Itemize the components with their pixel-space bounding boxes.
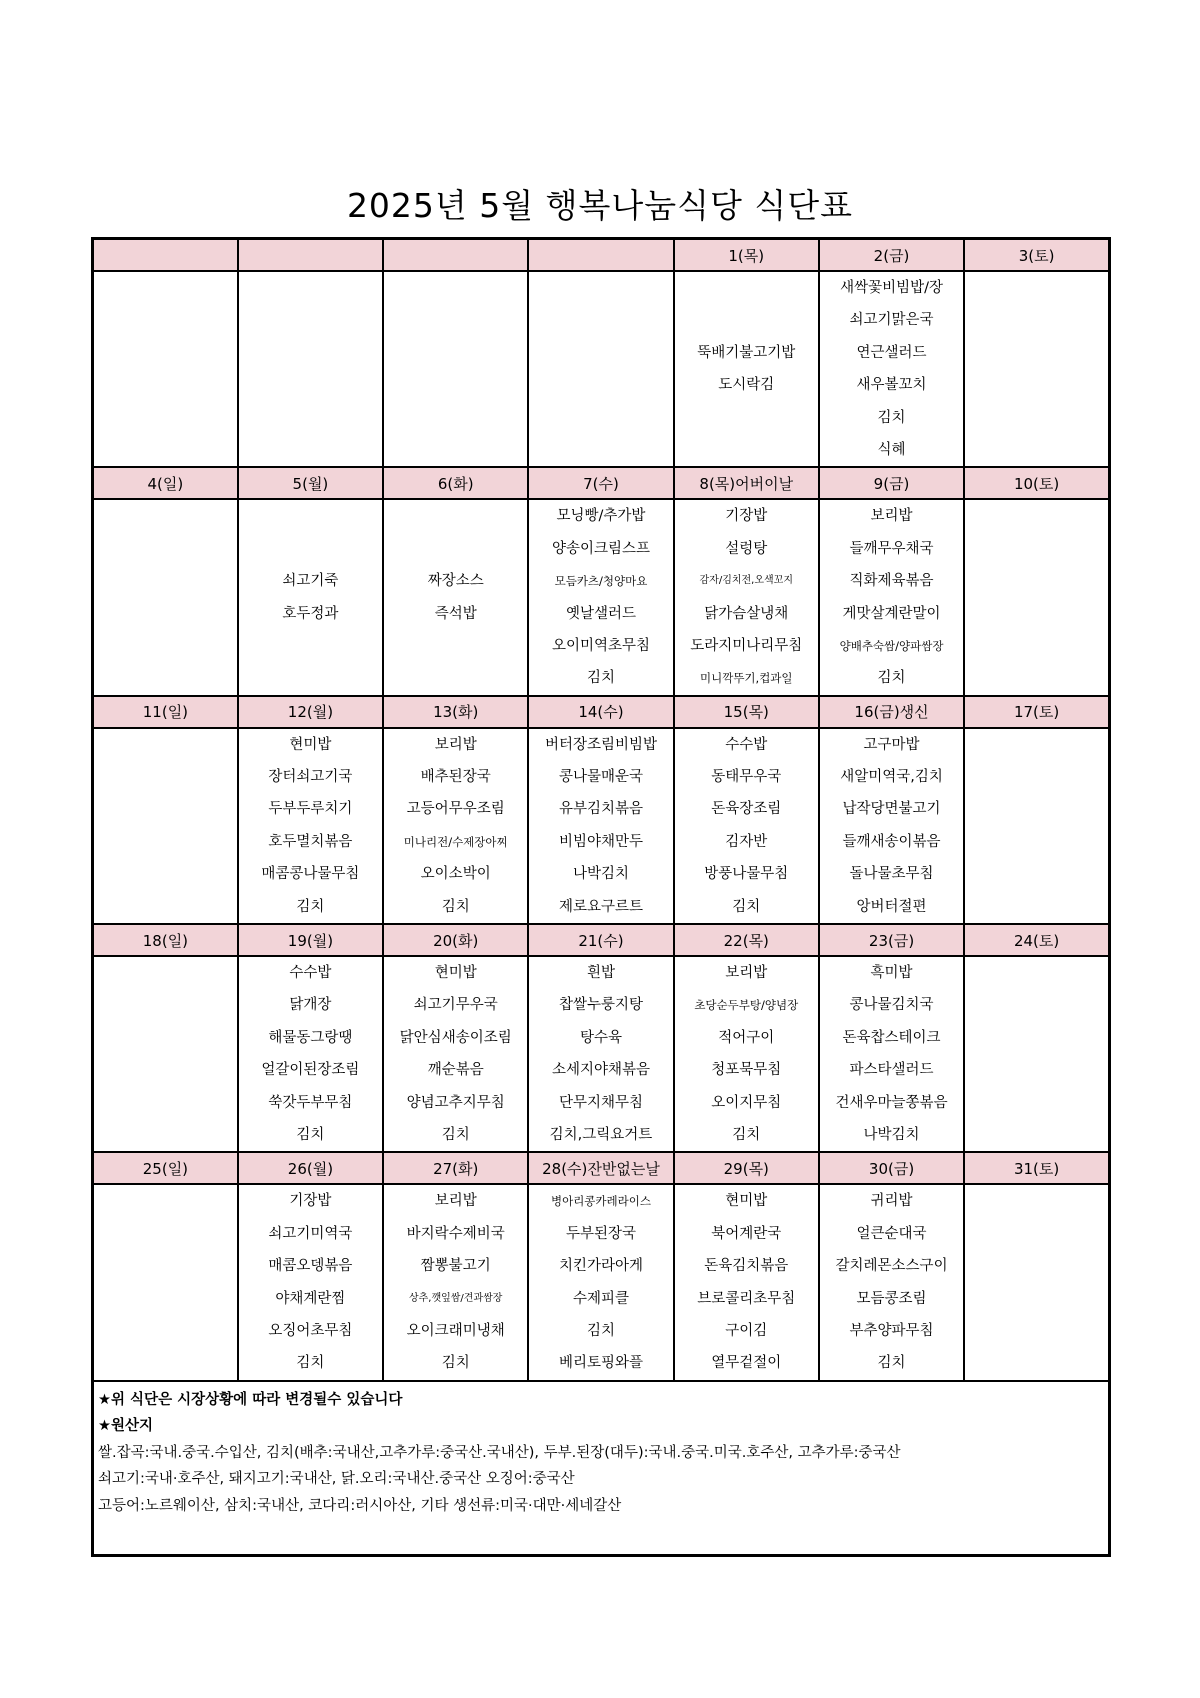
menu-item: 호두정과 [282, 605, 339, 622]
date-row [93, 924, 1110, 956]
menu-cell [238, 1184, 383, 1380]
menu-item: 탕수육 [579, 1029, 622, 1046]
menu-item: 흰밥 [586, 965, 615, 982]
menu-item: 갈치레몬소스구이 [835, 1258, 948, 1275]
menu-item: 보리밥 [434, 736, 477, 753]
menu-cell [674, 956, 819, 1152]
date-cell: 25(일) [93, 1152, 238, 1184]
menu-item: 오이크래미냉채 [406, 1322, 505, 1339]
menu-item: 구이김 [725, 1322, 768, 1339]
menu-item: 북어계란국 [711, 1225, 782, 1242]
menu-cell [93, 728, 238, 924]
date-cell: 12(월) [238, 696, 383, 728]
menu-item: 수수밥 [289, 965, 332, 982]
menu-item: 오이소박이 [420, 866, 491, 883]
menu-item: 제로요구르트 [558, 898, 643, 915]
menu-item: 현미밥 [725, 1193, 768, 1210]
menu-item: 오이지무침 [711, 1094, 782, 1111]
menu-item: 수제피클 [572, 1290, 629, 1307]
menu-cell [674, 728, 819, 924]
menu-item: 쇠고기미역국 [268, 1225, 353, 1242]
menu-item: 단무지채무침 [558, 1094, 643, 1111]
menu-cell [964, 1184, 1109, 1380]
menu-item: 적어구이 [718, 1029, 775, 1046]
menu-item: 김치 [441, 898, 470, 915]
menu-item: 열무겉절이 [711, 1355, 782, 1372]
menu-item: 병아리콩카레라이스 [550, 1194, 651, 1209]
menu-cell [383, 728, 528, 924]
date-cell [528, 239, 673, 272]
menu-cell [964, 728, 1109, 924]
menu-item: 즉석밥 [434, 605, 477, 622]
menu-cell [964, 956, 1109, 1152]
menu-cell [819, 271, 964, 467]
menu-item: 미나리전/수제장아찌 [403, 834, 508, 849]
menu-cell [383, 271, 528, 467]
menu-item: 고등어무우조림 [406, 801, 505, 818]
menu-item: 양송이크림스프 [551, 540, 651, 557]
date-cell: 27(화) [383, 1152, 528, 1184]
menu-cell [528, 728, 673, 924]
date-cell [238, 239, 383, 272]
page-title: 2025년 5월 행복나눔식당 식단표 [346, 186, 854, 225]
menu-cell [528, 271, 673, 467]
origin-title: ★원산지 [98, 1418, 154, 1435]
date-row [93, 467, 1110, 499]
menu-cell [674, 271, 819, 467]
menu-item: 얼큰순대국 [856, 1225, 927, 1242]
menu-cell [93, 1184, 238, 1380]
menu-cell [238, 956, 383, 1152]
menu-item: 뚝배기불고기밥 [697, 344, 796, 361]
menu-item: 연근샐러드 [856, 344, 927, 361]
menu-item: 직화제육볶음 [849, 573, 934, 590]
menu-item: 김치 [296, 898, 325, 915]
menu-item: 식혜 [877, 441, 906, 458]
menu-item: 앙버터절편 [856, 898, 927, 915]
date-cell: 9(금) [819, 467, 964, 499]
date-cell: 1(목) [674, 239, 819, 272]
menu-item: 베리토핑와플 [558, 1355, 643, 1372]
menu-item: 김치 [296, 1126, 325, 1143]
menu-item: 기장밥 [725, 508, 768, 525]
date-cell: 28(수)잔반없는날 [528, 1152, 673, 1184]
menu-item: 동태무우국 [711, 769, 782, 786]
menu-item: 두부된장국 [565, 1225, 636, 1242]
menu-item: 유부김치볶음 [558, 801, 643, 818]
menu-cell [819, 956, 964, 1152]
menu-item: 납작당면불고기 [842, 801, 941, 818]
menu-item: 깨순볶음 [427, 1062, 484, 1079]
menu-item: 양념고추지무침 [406, 1094, 505, 1111]
menu-item: 김자반 [725, 833, 768, 850]
menu-item: 찹쌀누룽지탕 [558, 997, 643, 1014]
menu-item: 건새우마늘쫑볶음 [835, 1094, 948, 1111]
menu-cell [674, 499, 819, 695]
origin-line: 쇠고기:국내·호주산, 돼지고기:국내산, 닭.오리:국내산.중국산 오징어:중국산 [98, 1471, 575, 1488]
menu-table [91, 237, 1111, 1557]
date-row [93, 1152, 1110, 1184]
menu-item: 수수밥 [725, 736, 768, 753]
menu-item: 김치,그릭요거트 [549, 1126, 653, 1143]
menu-item: 바지락수제비국 [406, 1225, 505, 1242]
menu-item: 기장밥 [289, 1193, 332, 1210]
menu-item: 쇠고기무우국 [413, 997, 498, 1014]
menu-item: 모듬콩조림 [856, 1290, 927, 1307]
menu-item: 파스타샐러드 [849, 1062, 934, 1079]
menu-item: 돈육장조림 [711, 801, 782, 818]
date-cell: 2(금) [819, 239, 964, 272]
menu-item: 김치 [441, 1126, 470, 1143]
menu-item: 초당순두부탕/양념장 [694, 998, 799, 1013]
menu-item: 모듬카츠/청양마요 [554, 574, 648, 589]
menu-cell [383, 1184, 528, 1380]
menu-cell [383, 956, 528, 1152]
menu-row [93, 728, 1110, 924]
menu-cell [238, 499, 383, 695]
menu-cell [93, 956, 238, 1152]
menu-item: 오징어초무침 [268, 1322, 353, 1339]
menu-item: 새우볼꼬치 [856, 377, 927, 394]
menu-item: 닭안심새송이조림 [399, 1029, 512, 1046]
menu-item: 모닝빵/추가밥 [556, 508, 646, 525]
date-cell: 30(금) [819, 1152, 964, 1184]
menu-item: 현미밥 [434, 965, 477, 982]
menu-item: 김치 [877, 670, 906, 687]
menu-item: 돌나물초무침 [849, 866, 934, 883]
menu-cell [93, 499, 238, 695]
date-cell: 16(금)생신 [819, 696, 964, 728]
date-cell: 15(목) [674, 696, 819, 728]
menu-cell [93, 271, 238, 467]
menu-item: 김치 [732, 898, 761, 915]
menu-item: 배추된장국 [420, 769, 491, 786]
menu-item: 나박김치 [572, 866, 629, 883]
menu-row [93, 956, 1110, 1152]
menu-item: 나박김치 [863, 1126, 920, 1143]
menu-item: 들깨새송이볶음 [842, 833, 941, 850]
menu-item: 청포묵무침 [711, 1062, 782, 1079]
menu-row [93, 1184, 1110, 1380]
menu-item: 쑥갓두부무침 [268, 1094, 353, 1111]
menu-item: 짬뽕불고기 [420, 1258, 491, 1275]
menu-item: 두부두루치기 [268, 801, 353, 818]
menu-row [93, 271, 1110, 467]
menu-cell [383, 499, 528, 695]
menu-item: 설렁탕 [725, 540, 768, 557]
menu-item: 보리밥 [434, 1193, 477, 1210]
menu-cell [528, 499, 673, 695]
menu-cell [528, 1184, 673, 1380]
menu-item: 김치 [296, 1355, 325, 1372]
menu-item: 김치 [877, 1355, 906, 1372]
date-cell: 22(목) [674, 924, 819, 956]
menu-item: 오이미역초무침 [551, 637, 651, 654]
menu-cell [964, 499, 1109, 695]
menu-item: 상추,깻잎쌈/견과쌈장 [408, 1292, 503, 1304]
menu-item: 귀리밥 [870, 1193, 913, 1210]
date-cell: 19(월) [238, 924, 383, 956]
menu-item: 양배추숙쌈/양파쌈장 [839, 638, 944, 653]
date-cell: 13(화) [383, 696, 528, 728]
menu-item: 게맛살계란말이 [842, 605, 941, 622]
date-cell: 18(일) [93, 924, 238, 956]
menu-item: 얼갈이된장조림 [261, 1062, 360, 1079]
menu-item: 방풍나물무침 [704, 866, 789, 883]
menu-item: 부추양파무침 [849, 1322, 934, 1339]
date-cell: 26(월) [238, 1152, 383, 1184]
date-cell: 10(토) [964, 467, 1109, 499]
menu-cell [528, 956, 673, 1152]
menu-cell [819, 1184, 964, 1380]
menu-item: 김치 [877, 409, 906, 426]
date-row [93, 239, 1110, 272]
date-cell: 20(화) [383, 924, 528, 956]
menu-item: 콩나물김치국 [849, 997, 934, 1014]
date-cell: 6(화) [383, 467, 528, 499]
date-cell: 8(목)어버이날 [674, 467, 819, 499]
date-cell: 14(수) [528, 696, 673, 728]
menu-cell [819, 499, 964, 695]
menu-item: 도라지미나리무침 [690, 637, 803, 654]
menu-item: 미니깍뚜기,컵과일 [700, 671, 793, 686]
menu-item: 호두멸치볶음 [268, 833, 353, 850]
menu-cell [674, 1184, 819, 1380]
menu-item: 매콤콩나물무침 [261, 866, 360, 883]
date-cell [383, 239, 528, 272]
menu-item: 김치 [732, 1126, 761, 1143]
menu-item: 브로콜리초무침 [697, 1290, 796, 1307]
menu-item: 버터장조림비빔밥 [544, 736, 658, 753]
date-cell: 3(토) [964, 239, 1109, 272]
menu-item: 닭가슴살냉채 [704, 605, 789, 622]
menu-item: 보리밥 [725, 965, 768, 982]
notes-cell [93, 1381, 1110, 1556]
menu-item: 닭개장 [289, 997, 332, 1014]
menu-item: 장터쇠고기국 [268, 769, 353, 786]
menu-change-notice: ★위 식단은 시장상황에 따라 변경될수 있습니다 [98, 1391, 403, 1408]
menu-item: 새알미역국,김치 [840, 769, 943, 786]
menu-item: 김치 [586, 670, 615, 687]
menu-item: 김치 [441, 1355, 470, 1372]
menu-item: 고구마밥 [863, 736, 920, 753]
date-cell: 31(토) [964, 1152, 1109, 1184]
date-cell: 17(토) [964, 696, 1109, 728]
menu-item: 흑미밥 [870, 965, 913, 982]
menu-item: 옛날샐러드 [565, 605, 636, 622]
menu-item: 새싹꽃비빔밥/장 [840, 280, 944, 296]
menu-item: 현미밥 [289, 736, 332, 753]
date-cell: 11(일) [93, 696, 238, 728]
menu-item: 비빔야채만두 [558, 833, 643, 850]
menu-cell [238, 728, 383, 924]
origin-line: 쌀.잡곡:국내.중국.수입산, 김치(배추:국내산,고추가루:중국산.국내산), 두부.된장(대두):국내.중국.미국.호주산, 고추가루:중국산 [98, 1444, 901, 1461]
menu-item: 쇠고기죽 [282, 573, 339, 590]
menu-item: 치킨가라아게 [558, 1258, 643, 1275]
menu-item: 들깨무우채국 [849, 540, 934, 557]
date-cell: 7(수) [528, 467, 673, 499]
date-cell: 5(월) [238, 467, 383, 499]
menu-cell [238, 271, 383, 467]
menu-item: 돈육김치볶음 [704, 1258, 789, 1275]
date-cell: 21(수) [528, 924, 673, 956]
menu-item: 짜장소스 [427, 573, 484, 590]
menu-item: 매콤오뎅볶음 [268, 1258, 353, 1275]
menu-item: 소세지야채볶음 [551, 1062, 651, 1079]
date-cell [93, 239, 238, 272]
menu-item: 해물동그랑땡 [268, 1029, 353, 1046]
date-cell: 23(금) [819, 924, 964, 956]
date-cell: 4(일) [93, 467, 238, 499]
menu-cell [964, 271, 1109, 467]
date-cell: 29(목) [674, 1152, 819, 1184]
origin-line: 고등어:노르웨이산, 삼치:국내산, 코다리:러시아산, 기타 생선류:미국·대만·세네갈산 [98, 1497, 622, 1514]
menu-item: 쇠고기맑은국 [849, 312, 934, 329]
date-row [93, 696, 1110, 728]
menu-item: 야채계란찜 [275, 1290, 346, 1307]
menu-item: 감자/김치전,오색꼬지 [699, 575, 794, 587]
menu-cell [819, 728, 964, 924]
menu-item: 보리밥 [870, 508, 913, 525]
menu-row [93, 499, 1110, 695]
menu-item: 돈육찹스테이크 [842, 1029, 941, 1046]
menu-item: 도시락김 [718, 377, 775, 394]
date-cell: 24(토) [964, 924, 1109, 956]
menu-item: 김치 [586, 1322, 615, 1339]
menu-item: 콩나물매운국 [558, 769, 643, 786]
